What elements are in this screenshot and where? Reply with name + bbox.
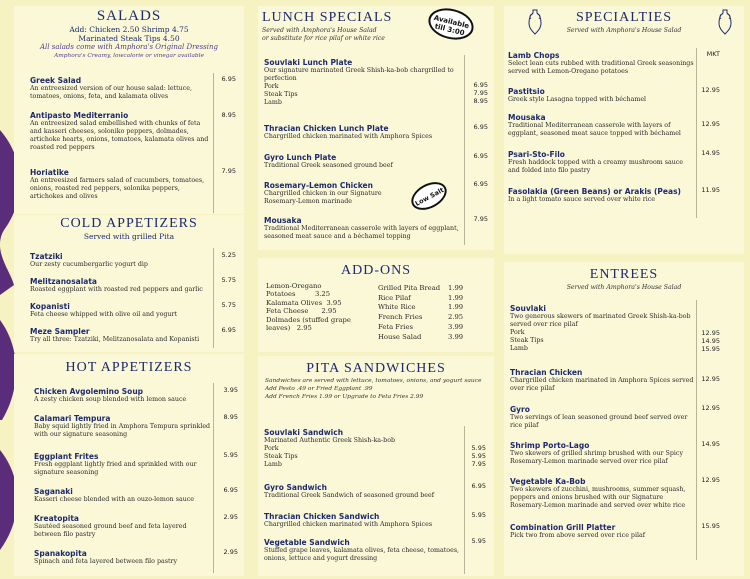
menu-item: Eggplant Frites Fresh eggplant lightly fried and sprinkled with our signature seasoning bbox=[34, 452, 197, 476]
menu-item: Calamari Tempura Baby squid lightly fried in Amphora Tempura sprinkled with our signature seasoning bbox=[34, 414, 211, 438]
salads-note2: Amphora's Creamy, lowcalorie or vinegar available bbox=[54, 53, 204, 59]
item-price: 2.95 bbox=[223, 513, 238, 521]
item-price: 15.95 bbox=[701, 522, 720, 530]
addons-right-prices: 1.99 1.99 1.99 2.95 3.99 3.99 bbox=[448, 284, 464, 341]
menu-item: Thracian Chicken Lunch Plate Chargrilled chicken marinated with Amphora Spices bbox=[264, 124, 433, 140]
item-price: 12.95 bbox=[701, 120, 720, 128]
item-price: 12.95 14.95 15.95 bbox=[701, 329, 720, 353]
menu-item: Antipasto Mediterranio An entreesized salad embellished with chunks of feta and kasseri cheeses, soloniko peppers, dolmades, artichoke hearts, onions, tomatoes, kalamata olives and roasted red peppers bbox=[30, 111, 209, 151]
menu-item: Souvlaki Sandwich Marinated Authentic Greek Shish-ka-bob Pork Steak Tips Lamb bbox=[264, 428, 396, 468]
pita-sub2: Add Pesto .49 or Fried Eggplant .99 bbox=[265, 386, 373, 392]
item-price: 6.95 bbox=[473, 152, 488, 160]
entrees-sub: Served with Amphora's House Salad bbox=[566, 284, 682, 291]
menu-item: Spanakopita Spinach and feta layered between filo pastry bbox=[34, 549, 178, 565]
item-price: 8.95 bbox=[221, 111, 236, 119]
menu-item: Greek Salad An entreesized version of our house salad: lettuce, tomatoes, onions, feta, and kalamata olives bbox=[30, 76, 192, 100]
lunch-specials-section bbox=[262, 10, 442, 43]
addons-section bbox=[258, 263, 494, 279]
menu-item: Melitzanosalata Roasted eggplant with roasted red peppers and garlic bbox=[30, 277, 203, 293]
item-price: 6.95 bbox=[223, 486, 238, 494]
menu-item: Horiatike An entreesized farmers salad of cucumbers, tomatoes, onions, roasted red peppers, solonika peppers, artichokes and olives bbox=[30, 168, 205, 200]
pita-sub1: Sandwiches are served with lettuce, tomatoes, onions, and yogurt sauce bbox=[265, 378, 482, 384]
item-price: 8.95 bbox=[223, 413, 238, 421]
menu-item: Combination Grill Platter Pick two from above served over rice pilaf bbox=[510, 523, 646, 539]
item-price: 6.95 bbox=[471, 482, 486, 490]
menu-item: Mousaka Traditional Mediterranean casserole with layers of eggplant, seasoned meat sauce topped with béchamel bbox=[508, 113, 681, 137]
item-price: MKT bbox=[706, 50, 720, 58]
lunch-sub1: Served with Amphora's House Salad bbox=[262, 27, 377, 34]
item-price: 12.95 bbox=[701, 375, 720, 383]
menu-item: Shrimp Porto-Lago Two skewers of grilled shrimp brushed with our Spicy Rosemary-Lemon marinade served over rice pilaf bbox=[510, 441, 684, 465]
hot-appetizers-title: HOT APPETIZERS bbox=[65, 360, 193, 375]
salads-note1: All salads come with Amphora's Original Dressing bbox=[39, 43, 218, 51]
available-badge: Available till 3:00 bbox=[425, 4, 477, 44]
menu-item: Gyro Sandwich Traditional Greek Sandwich of seasoned ground beef bbox=[264, 483, 435, 499]
item-price: 12.95 bbox=[701, 476, 720, 484]
item-price: 5.75 bbox=[221, 301, 236, 309]
specialties-section bbox=[504, 10, 744, 35]
item-price: 6.95 bbox=[221, 75, 236, 83]
entrees-title: ENTREES bbox=[589, 267, 659, 282]
salads-title: SALADS bbox=[96, 8, 162, 24]
hot-appetizers-section bbox=[14, 360, 244, 376]
menu-item: Psari-Sto-Filo Fresh haddock topped with a creamy mushroom sauce and folded into filo pastry bbox=[508, 150, 684, 174]
item-price: 6.95 7.95 8.95 bbox=[473, 81, 488, 105]
menu-item: Gyro Two servings of lean seasoned ground beef served over rice pilaf bbox=[510, 405, 688, 429]
item-price: 5.95 bbox=[471, 511, 486, 519]
item-price: 6.95 bbox=[473, 123, 488, 131]
menu-item: Tzatziki Our zesty cucumbergarlic yogurt dip bbox=[30, 252, 148, 268]
item-price: 12.95 bbox=[701, 404, 720, 412]
menu-item: Pastitsio Greek style Lasagna topped with béchamel bbox=[508, 87, 647, 103]
menu-item: Souvlaki Lunch Plate Our signature marinated Greek Shish-ka-bob chargrilled to perfection Pork Steak Tips Lamb bbox=[264, 58, 454, 106]
item-price: 5.95 bbox=[223, 451, 238, 459]
item-price: 5.75 bbox=[221, 276, 236, 284]
item-price: 5.95 5.95 7.95 bbox=[471, 444, 486, 468]
salads-section bbox=[14, 6, 244, 60]
item-price: 14.95 bbox=[701, 149, 720, 157]
low-salt-badge: Low Salt bbox=[407, 176, 452, 215]
pita-sub3: Add French Fries 1.99 or Upgrade to Feta Fries 2.99 bbox=[265, 394, 424, 400]
item-price: 5.95 bbox=[471, 537, 486, 545]
item-price: 6.95 bbox=[473, 180, 488, 188]
menu-item: Mousaka Traditional Mediterranean casserole with layers of eggplant, seasoned meat sauce and a béchamel topping bbox=[264, 216, 459, 240]
menu-item: Fasolakia (Green Beans) or Arakis (Peas) In a light tomato sauce served over white rice bbox=[508, 187, 681, 203]
menu-item: Kopanisti Feta cheese whipped with olive oil and yogurt bbox=[30, 302, 178, 318]
specialties-sub: Served with Amphora's House Salad bbox=[566, 27, 682, 34]
menu-item: Lamb Chops Select lean cuts rubbed with traditional Greek seasonings served with Lemon-Oregano potatoes bbox=[508, 51, 694, 75]
addons-left-list: Lemon-Oregano Potatoes 3.25 Kalamata Olives 3.95 Feta Cheese 2.95 Dolmades (stuffed grape leaves) 2.95 bbox=[266, 282, 351, 333]
cold-appetizers-title: COLD APPETIZERS bbox=[60, 216, 198, 231]
menu-item: Saganaki Kasseri cheese blended with an ouzo-lemon sauce bbox=[34, 487, 195, 503]
menu-item: Meze Sampler Try all three: Tzatziki, Melitzanosalata and Kopanisti bbox=[30, 327, 200, 343]
item-price: 3.95 bbox=[223, 386, 238, 394]
item-price: 5.25 bbox=[221, 251, 236, 259]
menu-item: Thracian Chicken Chargrilled chicken marinated in Amphora Spices served over rice pilaf bbox=[510, 368, 694, 392]
salads-addons-line2: Marinated Steak Tips 4.50 bbox=[78, 34, 180, 43]
salads-addons-line1: Add: Chicken 2.50 Shrimp 4.75 bbox=[69, 25, 189, 34]
menu-item: Gyro Lunch Plate Traditional Greek seasoned ground beef bbox=[264, 153, 393, 169]
addons-right-names: Grilled Pita Bread Rice Pilaf White Rice French Fries Feta Fries House Salad bbox=[378, 284, 441, 341]
item-price: 7.95 bbox=[473, 215, 488, 223]
menu-item: Thracian Chicken Sandwich Chargrilled chicken marinated with Amphora Spices bbox=[264, 512, 433, 528]
item-price: 12.95 bbox=[701, 86, 720, 94]
cold-appetizers-sub: Served with grilled Pita bbox=[83, 232, 175, 241]
menu-item: Kreatopita Sautéed seasoned ground beef and feta layered between filo pastry bbox=[34, 514, 187, 538]
item-price: 6.95 bbox=[221, 326, 236, 334]
pita-sandwiches-title: PITA SANDWICHES bbox=[306, 361, 446, 376]
item-price: 7.95 bbox=[221, 167, 236, 175]
menu-item: Souvlaki Two generous skewers of marinated Greek Shish-ka-bob served over rice pilaf Pork Steak Tips Lamb bbox=[510, 304, 691, 352]
menu-item: Chicken Avgolemino Soup A zesty chicken soup blended with lemon sauce bbox=[34, 387, 187, 403]
menu-item: Vegetable Sandwich Stuffed grape leaves, kalamata olives, feta cheese, tomatoes, onions, lettuce and yogurt dressing bbox=[264, 538, 460, 562]
lunch-sub2: or substitute for rice pilaf or white rice bbox=[262, 35, 385, 42]
lunch-specials-title: LUNCH SPECIALS bbox=[262, 10, 393, 25]
item-price: 14.95 bbox=[701, 440, 720, 448]
addons-title: ADD-ONS bbox=[341, 263, 411, 278]
pita-sandwiches-section bbox=[258, 361, 494, 377]
item-price: 11.95 bbox=[701, 186, 720, 194]
entrees-section bbox=[504, 267, 744, 292]
cold-appetizers-section bbox=[14, 216, 244, 242]
item-price: 2.95 bbox=[223, 548, 238, 556]
specialties-title: SPECIALTIES bbox=[575, 10, 673, 25]
menu-item: Rosemary-Lemon Chicken Chargrilled chicken in our Signature Rosemary-Lemon marinade bbox=[264, 181, 382, 205]
menu-item: Vegetable Ka-Bob Two skewers of zucchini, mushrooms, summer squash, peppers and onions brushed with our Signature Rosemary-Lemon marinade and served over white rice bbox=[510, 477, 686, 509]
